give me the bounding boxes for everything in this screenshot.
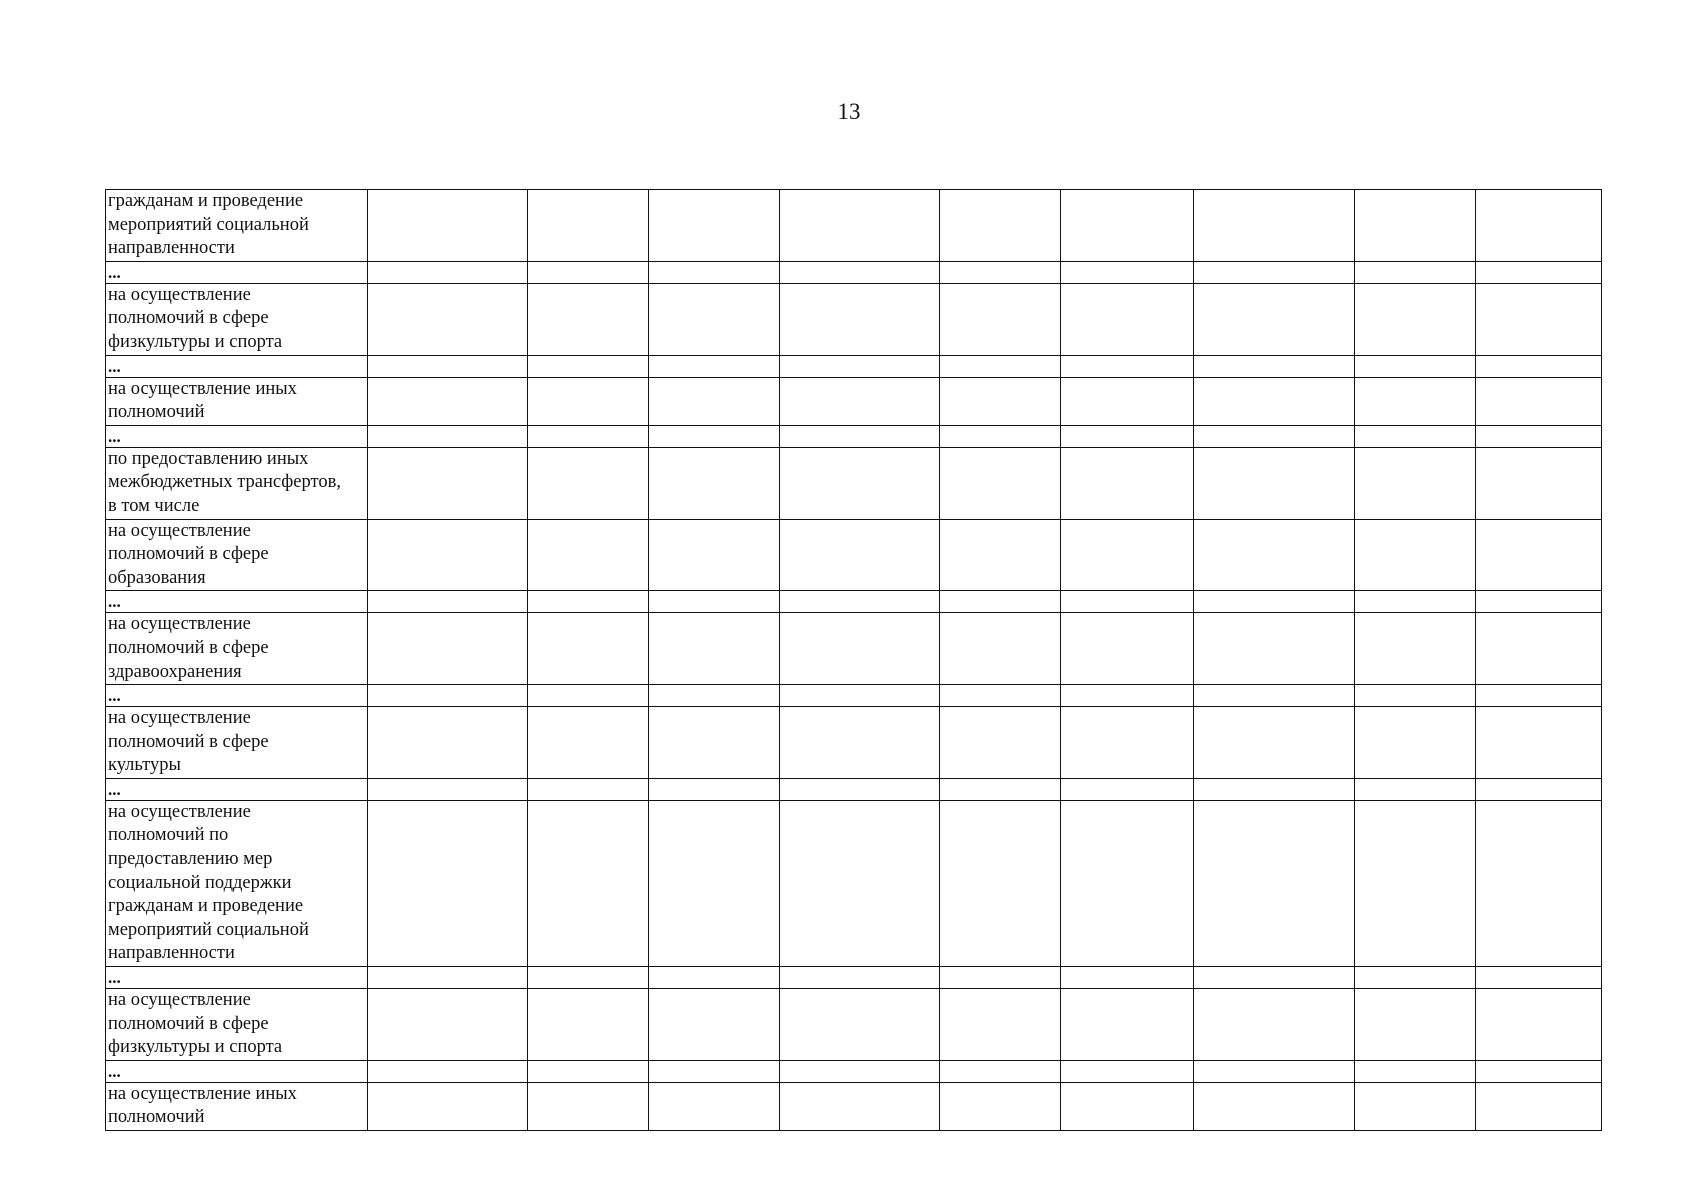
empty-cell	[1476, 591, 1602, 613]
row-label-cell: на осуществление полномочий по предоставлению мер социальной поддержки гражданам и проведение мероприятий социальной направленности	[106, 800, 368, 966]
empty-cell	[1355, 967, 1476, 989]
page-number: 13	[837, 99, 861, 124]
empty-cell	[649, 778, 780, 800]
empty-cell	[940, 283, 1061, 355]
empty-cell	[368, 1082, 528, 1130]
empty-cell	[780, 591, 940, 613]
empty-cell	[1194, 355, 1355, 377]
empty-cell	[1061, 190, 1194, 262]
empty-cell	[649, 685, 780, 707]
row-label-cell: гражданам и проведение мероприятий социальной направленности	[106, 190, 368, 262]
empty-cell	[1061, 778, 1194, 800]
empty-cell	[780, 190, 940, 262]
row-label-cell: на осуществление полномочий в сфере образования	[106, 519, 368, 591]
empty-cell	[528, 519, 649, 591]
empty-cell	[368, 1060, 528, 1082]
empty-cell	[1355, 447, 1476, 519]
empty-cell	[368, 707, 528, 779]
empty-cell	[528, 425, 649, 447]
empty-cell	[940, 613, 1061, 685]
row-label-cell: ...	[106, 967, 368, 989]
empty-cell	[649, 1060, 780, 1082]
empty-cell	[780, 355, 940, 377]
empty-cell	[1061, 800, 1194, 966]
empty-cell	[1355, 989, 1476, 1061]
empty-cell	[528, 377, 649, 425]
empty-cell	[1355, 707, 1476, 779]
empty-cell	[649, 800, 780, 966]
empty-cell	[649, 591, 780, 613]
empty-cell	[528, 591, 649, 613]
empty-cell	[1194, 1082, 1355, 1130]
empty-cell	[1355, 778, 1476, 800]
empty-cell	[528, 800, 649, 966]
empty-cell	[1476, 425, 1602, 447]
empty-cell	[940, 989, 1061, 1061]
row-label-cell: ...	[106, 1060, 368, 1082]
table-row	[106, 377, 1602, 425]
table-row	[106, 190, 1602, 262]
empty-cell	[940, 1060, 1061, 1082]
table-row	[106, 613, 1602, 685]
table-row	[106, 1060, 1602, 1082]
empty-cell	[1194, 707, 1355, 779]
empty-cell	[649, 447, 780, 519]
empty-cell	[1355, 1082, 1476, 1130]
empty-cell	[940, 519, 1061, 591]
empty-cell	[780, 1082, 940, 1130]
row-label-cell: ...	[106, 355, 368, 377]
empty-cell	[1476, 377, 1602, 425]
empty-cell	[1355, 591, 1476, 613]
empty-cell	[1476, 989, 1602, 1061]
empty-cell	[528, 685, 649, 707]
empty-cell	[780, 707, 940, 779]
empty-cell	[940, 425, 1061, 447]
empty-cell	[940, 707, 1061, 779]
empty-cell	[940, 685, 1061, 707]
empty-cell	[649, 519, 780, 591]
empty-cell	[368, 613, 528, 685]
empty-cell	[1355, 1060, 1476, 1082]
empty-cell	[1061, 425, 1194, 447]
empty-cell	[368, 283, 528, 355]
empty-cell	[1476, 1060, 1602, 1082]
empty-cell	[1476, 707, 1602, 779]
empty-cell	[649, 967, 780, 989]
empty-cell	[1194, 967, 1355, 989]
empty-cell	[1355, 190, 1476, 262]
empty-cell	[1194, 261, 1355, 283]
table-row	[106, 355, 1602, 377]
empty-cell	[1355, 425, 1476, 447]
empty-cell	[528, 190, 649, 262]
table-row	[106, 1082, 1602, 1130]
empty-cell	[1476, 778, 1602, 800]
row-label-cell: ...	[106, 778, 368, 800]
table-row	[106, 967, 1602, 989]
empty-cell	[1476, 355, 1602, 377]
empty-cell	[780, 1060, 940, 1082]
empty-cell	[528, 707, 649, 779]
table-row	[106, 447, 1602, 519]
empty-cell	[649, 283, 780, 355]
empty-cell	[1355, 377, 1476, 425]
row-label-cell: ...	[106, 425, 368, 447]
empty-cell	[1194, 778, 1355, 800]
empty-cell	[940, 591, 1061, 613]
empty-cell	[1194, 613, 1355, 685]
empty-cell	[368, 447, 528, 519]
empty-cell	[1061, 1082, 1194, 1130]
empty-cell	[1476, 613, 1602, 685]
empty-cell	[528, 1060, 649, 1082]
empty-cell	[1194, 190, 1355, 262]
empty-cell	[1194, 800, 1355, 966]
empty-cell	[940, 1082, 1061, 1130]
empty-cell	[528, 261, 649, 283]
empty-cell	[368, 967, 528, 989]
empty-cell	[940, 967, 1061, 989]
empty-cell	[528, 283, 649, 355]
empty-cell	[780, 283, 940, 355]
empty-cell	[1194, 519, 1355, 591]
empty-cell	[1194, 377, 1355, 425]
empty-cell	[368, 425, 528, 447]
empty-cell	[1476, 261, 1602, 283]
empty-cell	[528, 967, 649, 989]
empty-cell	[368, 800, 528, 966]
empty-cell	[780, 447, 940, 519]
empty-cell	[1194, 283, 1355, 355]
empty-cell	[1355, 261, 1476, 283]
empty-cell	[940, 261, 1061, 283]
empty-cell	[1476, 283, 1602, 355]
empty-cell	[528, 613, 649, 685]
empty-cell	[780, 613, 940, 685]
empty-cell	[1061, 355, 1194, 377]
empty-cell	[649, 425, 780, 447]
empty-cell	[1476, 447, 1602, 519]
empty-cell	[1061, 261, 1194, 283]
row-label-cell: ...	[106, 591, 368, 613]
row-label-cell: на осуществление иных полномочий	[106, 1082, 368, 1130]
empty-cell	[1061, 1060, 1194, 1082]
table-row	[106, 519, 1602, 591]
empty-cell	[649, 1082, 780, 1130]
empty-cell	[368, 778, 528, 800]
empty-cell	[368, 261, 528, 283]
empty-cell	[1061, 967, 1194, 989]
empty-cell	[780, 519, 940, 591]
empty-cell	[528, 447, 649, 519]
empty-cell	[1061, 447, 1194, 519]
table-row	[106, 425, 1602, 447]
empty-cell	[940, 447, 1061, 519]
row-label-cell: на осуществление полномочий в сфере физкультуры и спорта	[106, 283, 368, 355]
empty-cell	[368, 591, 528, 613]
empty-cell	[1355, 613, 1476, 685]
table-row	[106, 800, 1602, 966]
empty-cell	[780, 425, 940, 447]
row-label-cell: на осуществление полномочий в сфере физкультуры и спорта	[106, 989, 368, 1061]
empty-cell	[528, 989, 649, 1061]
empty-cell	[649, 707, 780, 779]
empty-cell	[1061, 989, 1194, 1061]
empty-cell	[368, 685, 528, 707]
form-table	[105, 189, 1602, 1131]
empty-cell	[1061, 519, 1194, 591]
empty-cell	[649, 261, 780, 283]
empty-cell	[368, 190, 528, 262]
empty-cell	[1194, 685, 1355, 707]
empty-cell	[649, 613, 780, 685]
empty-cell	[649, 377, 780, 425]
empty-cell	[1061, 591, 1194, 613]
empty-cell	[649, 989, 780, 1061]
table-row	[106, 707, 1602, 779]
row-label-cell: ...	[106, 685, 368, 707]
table-row	[106, 685, 1602, 707]
empty-cell	[940, 190, 1061, 262]
empty-cell	[780, 685, 940, 707]
table-row	[106, 261, 1602, 283]
empty-cell	[1476, 190, 1602, 262]
row-label-cell: на осуществление иных полномочий	[106, 377, 368, 425]
empty-cell	[1061, 377, 1194, 425]
empty-cell	[1476, 800, 1602, 966]
empty-cell	[1061, 685, 1194, 707]
empty-cell	[528, 355, 649, 377]
table-row	[106, 591, 1602, 613]
empty-cell	[1476, 1082, 1602, 1130]
empty-cell	[368, 989, 528, 1061]
table-row	[106, 989, 1602, 1061]
empty-cell	[780, 778, 940, 800]
table-body	[106, 190, 1602, 1131]
empty-cell	[368, 519, 528, 591]
empty-cell	[1194, 989, 1355, 1061]
empty-cell	[1194, 425, 1355, 447]
empty-cell	[1355, 519, 1476, 591]
table-row	[106, 778, 1602, 800]
empty-cell	[649, 355, 780, 377]
empty-cell	[940, 800, 1061, 966]
empty-cell	[780, 800, 940, 966]
empty-cell	[780, 377, 940, 425]
empty-cell	[1476, 685, 1602, 707]
empty-cell	[780, 261, 940, 283]
empty-cell	[1194, 447, 1355, 519]
row-label-cell: ...	[106, 261, 368, 283]
empty-cell	[1355, 355, 1476, 377]
empty-cell	[1355, 685, 1476, 707]
empty-cell	[1194, 591, 1355, 613]
empty-cell	[940, 377, 1061, 425]
empty-cell	[1476, 967, 1602, 989]
table-row	[106, 283, 1602, 355]
empty-cell	[528, 778, 649, 800]
empty-cell	[528, 1082, 649, 1130]
empty-cell	[780, 967, 940, 989]
empty-cell	[1476, 519, 1602, 591]
empty-cell	[940, 355, 1061, 377]
empty-cell	[1194, 1060, 1355, 1082]
empty-cell	[780, 989, 940, 1061]
row-label-cell: на осуществление полномочий в сфере культуры	[106, 707, 368, 779]
empty-cell	[1061, 283, 1194, 355]
empty-cell	[1061, 707, 1194, 779]
empty-cell	[940, 778, 1061, 800]
empty-cell	[368, 355, 528, 377]
empty-cell	[1355, 283, 1476, 355]
empty-cell	[1355, 800, 1476, 966]
row-label-cell: на осуществление полномочий в сфере здравоохранения	[106, 613, 368, 685]
row-label-cell: по предоставлению иных межбюджетных трансфертов, в том числе	[106, 447, 368, 519]
empty-cell	[649, 190, 780, 262]
empty-cell	[1061, 613, 1194, 685]
empty-cell	[368, 377, 528, 425]
